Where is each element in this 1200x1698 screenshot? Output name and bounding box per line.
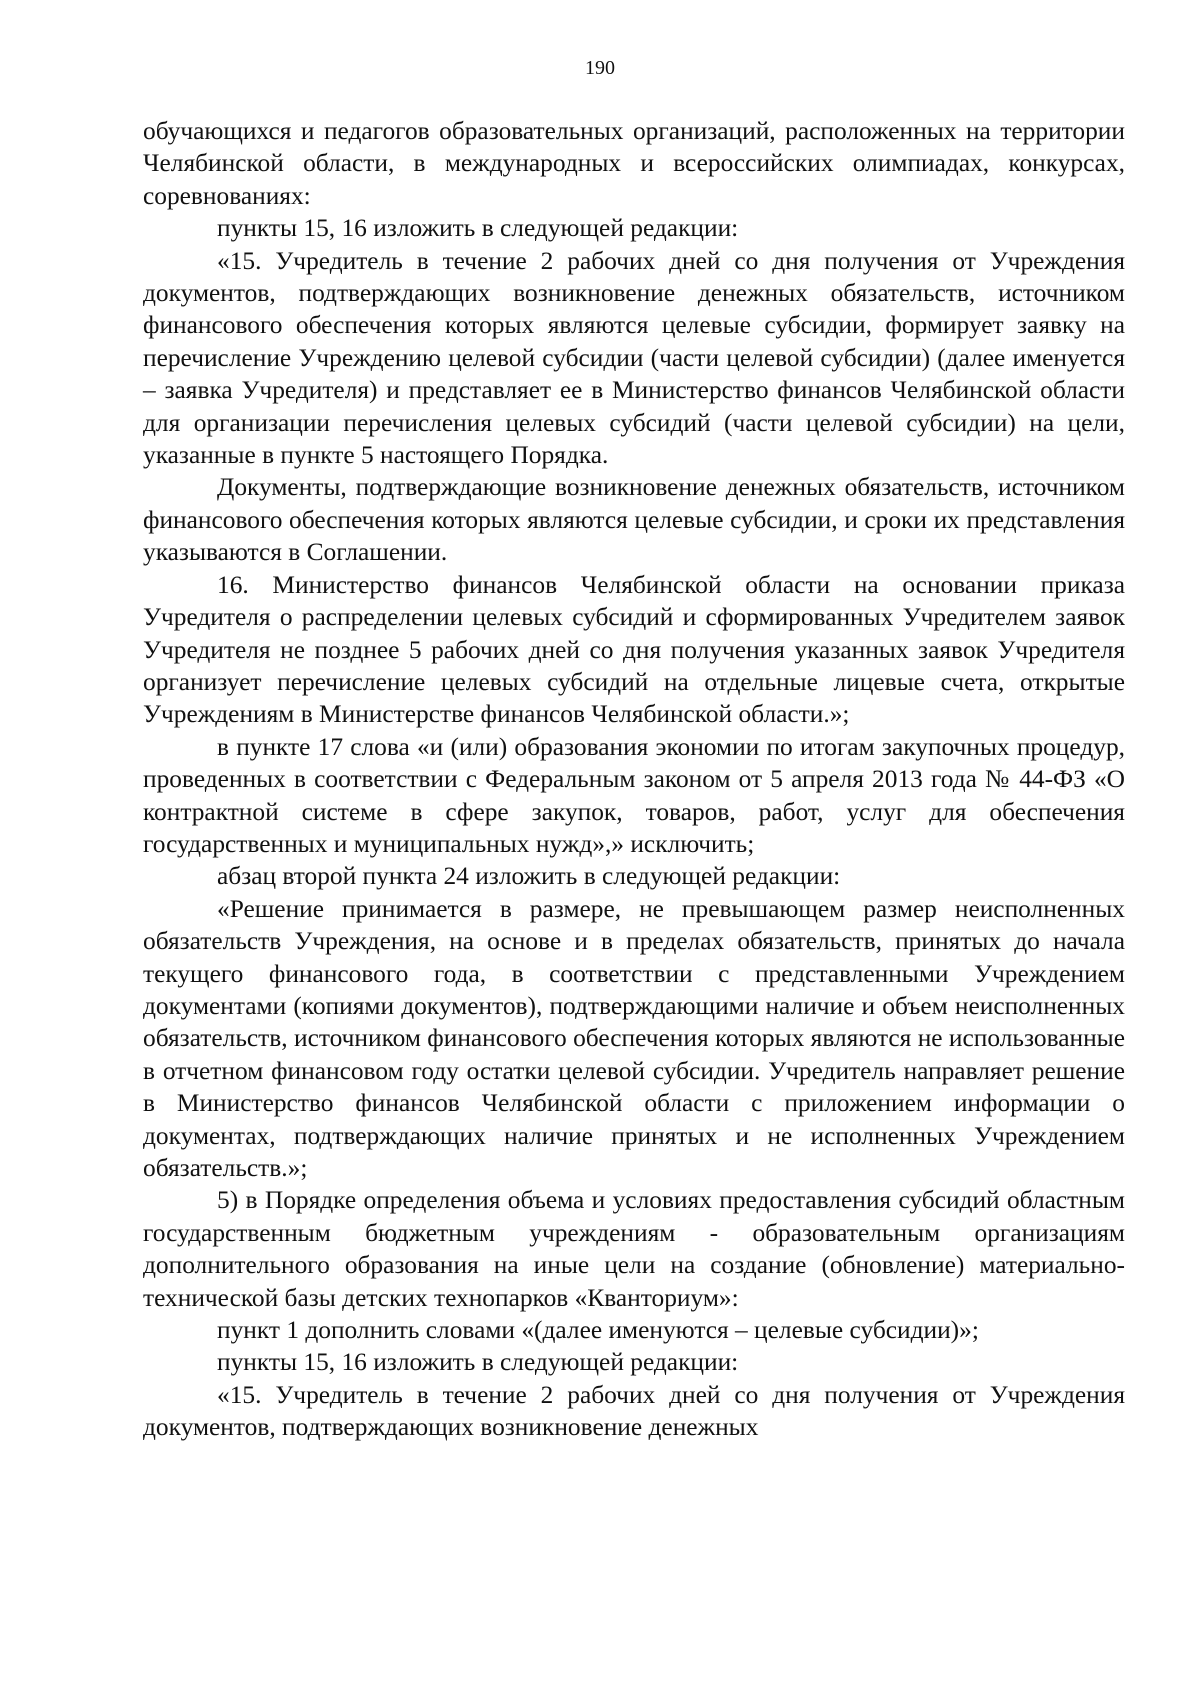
paragraph: в пункте 17 слова «и (или) образования экономии по итогам закупочных процедур, проведенных в соответствии с Федеральным законом от 5 апреля 2013 года № 44-ФЗ «О контрактной системе в сфере закупок, товаров, работ, услуг для обеспечения государственных и муниципальных нужд»,» исключить;: [143, 732, 1125, 858]
paragraph: «15. Учредитель в течение 2 рабочих дней со дня получения от Учреждения документов, подтверждающих возникновение денежных обязательств, источником финансового обеспечения которых являются целевые субсидии, формирует заявку на перечисление Учреждению целевой субсидии (части целевой субсидии) (далее именуется – заявка Учредителя) и представляет ее в Министерство финансов Челябинской области для организации перечисления целевых субсидий (части целевой субсидии) на цели, указанные в пункте 5 настоящего Порядка.: [143, 246, 1125, 470]
paragraph: Документы, подтверждающие возникновение денежных обязательств, источником финансового обеспечения которых являются целевые субсидии, и сроки их представления указываются в Соглашении.: [143, 473, 1125, 567]
paragraph: «Решение принимается в размере, не превышающем размер неисполненных обязательств Учреждения, на основе и в пределах обязательств, принятых до начала текущего финансового года, в соответствии с представленными Учреждением документами (копиями документов), подтверждающими наличие и объем неисполненных обязательств, источником финансового обеспечения которых являются не использованные в отчетном финансовом году остатки целевой субсидии. Учредитель направляет решение в Министерство финансов Челябинской области с приложением информации о документах, подтверждающих наличие принятых и не исполненных Учреждением обязательств.»;: [143, 894, 1125, 1182]
paragraph: пункты 15, 16 изложить в следующей редакции:: [217, 214, 739, 243]
paragraph: 5) в Порядке определения объема и условиях предоставления субсидий областным государственным бюджетным учреждениям - образовательным организациям дополнительного образования на иные цели на создание (обновление) материально-технической базы детских технопарков «Кванториум»:: [143, 1186, 1125, 1312]
paragraph: «15. Учредитель в течение 2 рабочих дней со дня получения от Учреждения документов, подтверждающих возникновение денежных: [143, 1380, 1125, 1442]
paragraph: абзац второй пункта 24 изложить в следующей редакции:: [217, 862, 841, 891]
paragraph: пункты 15, 16 изложить в следующей редакции:: [217, 1348, 739, 1377]
paragraph: пункт 1 дополнить словами «(далее именуются – целевые субсидии)»;: [217, 1316, 979, 1345]
document-body: [143, 115, 1125, 1444]
page-number: 190: [585, 57, 615, 79]
paragraph: обучающихся и педагогов образовательных организаций, расположенных на территории Челябинской области, в международных и всероссийских олимпиадах, конкурсах, соревнованиях:: [143, 117, 1125, 210]
paragraph: 16. Министерство финансов Челябинской области на основании приказа Учредителя о распределении целевых субсидий и сформированных Учредителем заявок Учредителя не позднее 5 рабочих дней со дня получения указанных заявок Учредителя организует перечисление целевых субсидий на отдельные лицевые счета, открытые Учреждениям в Министерстве финансов Челябинской области.»;: [143, 570, 1125, 729]
